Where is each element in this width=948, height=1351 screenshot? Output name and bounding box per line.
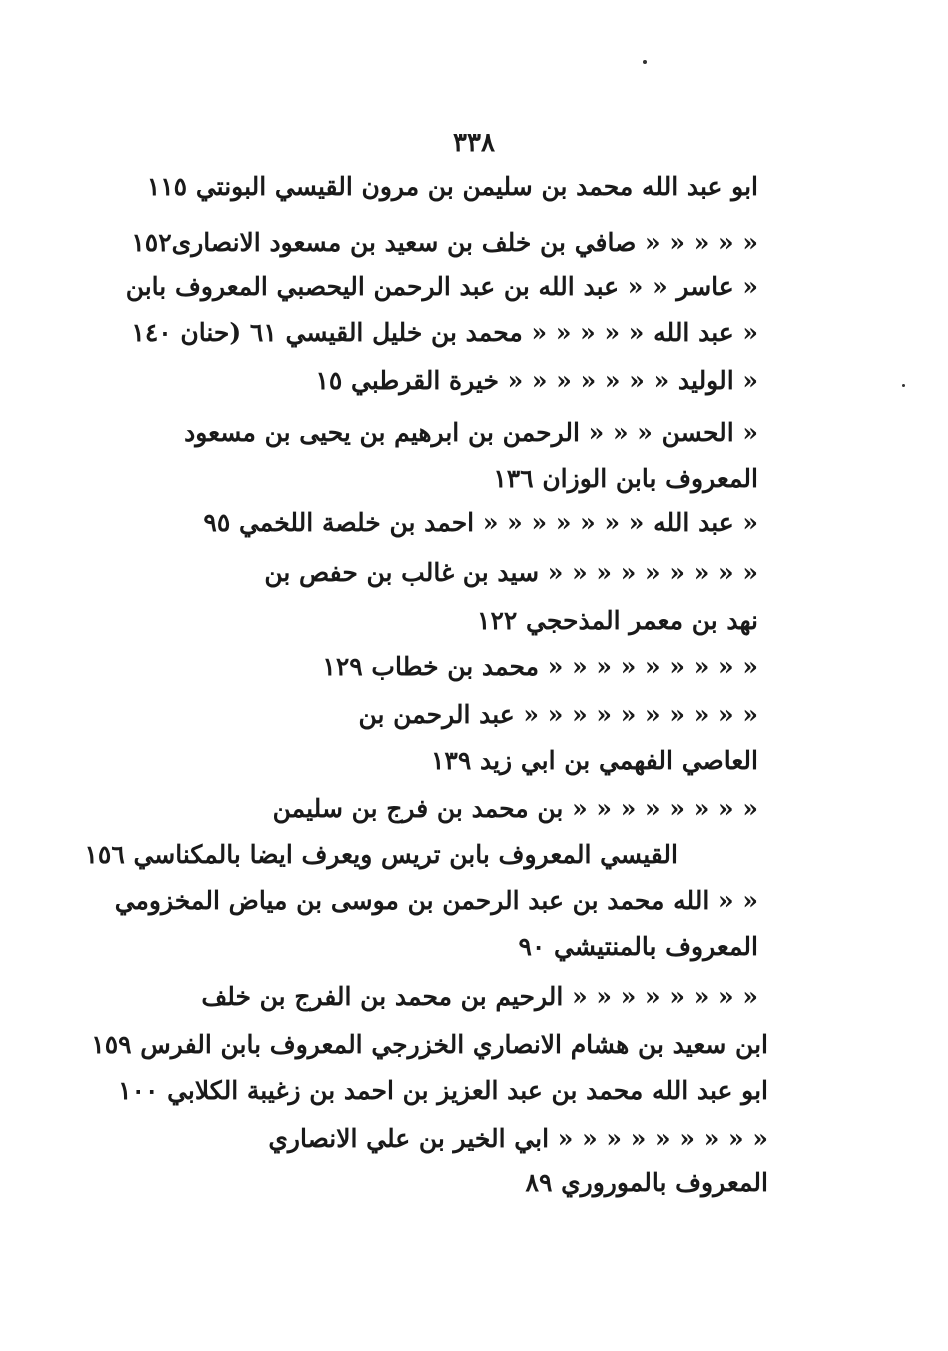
entry-line: المعروف بالمنتيشي ٩٠ — [518, 932, 758, 961]
entry-line: « عاسر « « عبد الله بن عبد الرحمن اليحصبي المعروف بابن — [125, 272, 758, 301]
speck — [902, 384, 905, 387]
entry-line: « عبد الله « « « « « محمد بن خليل القيسي ٦١ (حنان ١٤٠ — [131, 318, 758, 347]
entry-line: « « « « « صافي بن خلف بن سعيد بن مسعود الانصارى١٥٢ — [131, 228, 758, 257]
entry-line: « « « « « « « « « محمد بن خطاب ١٢٩ — [322, 652, 758, 681]
entry-line: « « « « « « « « « « عبد الرحمن بن — [358, 700, 758, 729]
entry-line: « عبد الله « « « « « « « احمد بن خلصة اللخمي ٩٥ — [203, 508, 758, 537]
entry-line: « الحسن « « « الرحمن بن ابرهيم بن يحيى بن مسعود — [184, 418, 758, 447]
entry-line: ابن سعيد بن هشام الانصاري الخزرجي المعروف بابن الفرس ١٥٩ — [91, 1030, 768, 1059]
entry-line: « « « « « « « « « سيد بن غالب بن حفص بن — [264, 558, 758, 587]
entry-line: ابو عبد الله محمد بن سليمن بن مرون القيسي البونتي ١١٥ — [146, 172, 758, 201]
entry-line: المعروف بالموروري ٨٩ — [525, 1168, 768, 1197]
entry-line: « الوليد « « « « « « « خيرة القرطبي ١٥ — [315, 366, 758, 395]
speck — [643, 60, 647, 64]
entry-line: نهد بن معمر المذحجي ١٢٢ — [477, 606, 758, 635]
entry-line: « « الله محمد بن عبد الرحمن بن موسى بن مياض المخزومي — [114, 886, 758, 915]
page-number: ٣٣٨ — [453, 128, 495, 158]
entry-line: ابو عبد الله محمد بن عبد العزيز بن احمد بن زغيبة الكلابي ١٠٠ — [118, 1076, 768, 1105]
entry-line: « « « « « « « « « ابي الخير بن علي الانصاري — [268, 1124, 768, 1153]
entry-line: « « « « « « « « بن محمد بن فرج بن سليمن — [272, 794, 758, 823]
entry-line: « « « « « « « « الرحيم بن محمد بن الفرج بن خلف — [201, 982, 758, 1011]
entry-line: المعروف بابن الوزان ١٣٦ — [493, 464, 758, 493]
entry-line: القيسي المعروف بابن تريس ويعرف ايضا بالمكناسي ١٥٦ — [84, 840, 678, 869]
entry-line: العاصي الفهمي بن ابي زيد ١٣٩ — [430, 746, 758, 775]
